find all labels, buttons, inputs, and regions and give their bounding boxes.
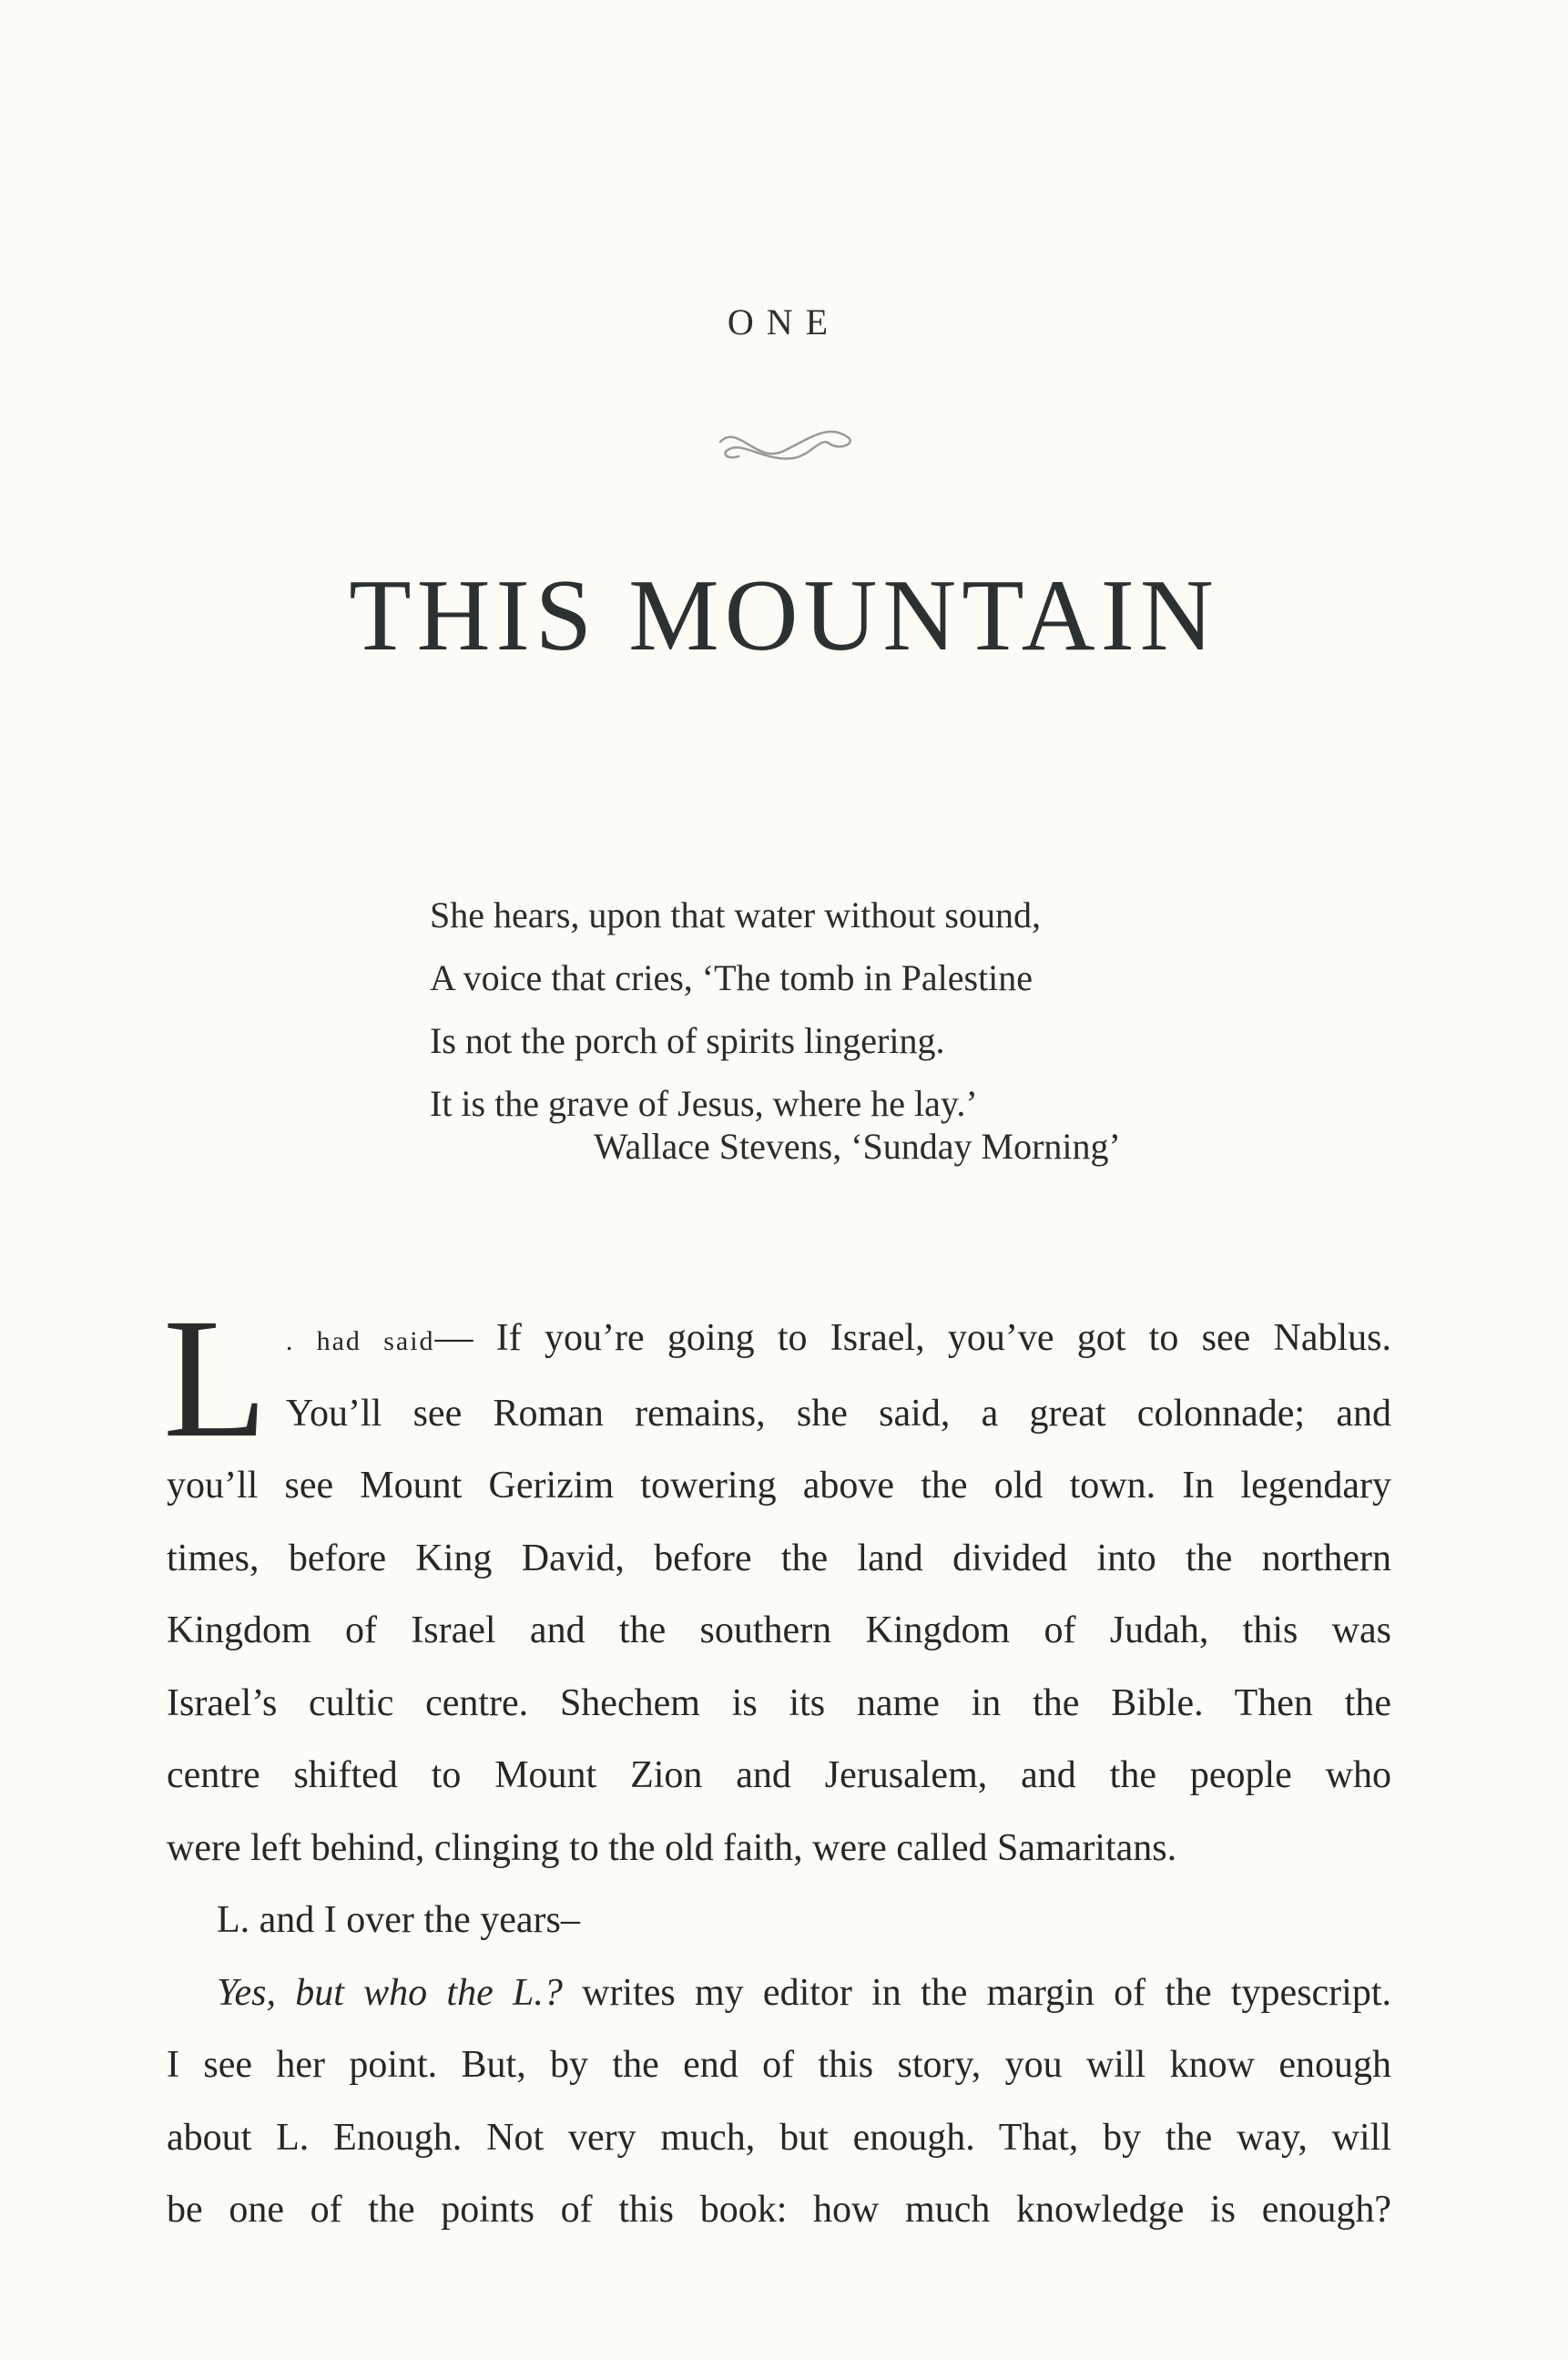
text-line: be one of the points of this book: how much knowledge is enough?: [167, 2189, 1391, 2231]
body-text: [163, 1282, 1392, 2247]
paragraph: L. and I over the years–: [217, 1899, 580, 1941]
editor-note-italic: Yes, but who the L.?: [217, 1971, 563, 2014]
text-line: you’ll see Mount Gerizim towering above the old town. In legendary: [167, 1465, 1391, 1507]
text-line: centre shifted to Mount Zion and Jerusalem, and the people who: [167, 1754, 1391, 1796]
text-line: Kingdom of Israel and the southern Kingdom of Judah, this was: [167, 1609, 1391, 1651]
text-line: [167, 1303, 1391, 1378]
text-line: [167, 1957, 1391, 2030]
text-line: were left behind, clinging to the old faith, were called Samaritans.: [167, 1826, 1177, 1869]
epigraph-line: It is the grave of Jesus, where he lay.’: [430, 1083, 978, 1124]
epigraph-line: A voice that cries, ‘The tomb in Palestine: [430, 957, 1033, 998]
epigraph-line: She hears, upon that water without sound,: [430, 894, 1041, 935]
paragraph: [167, 1957, 1391, 2247]
text-line-content: — If you’re going to Israel, you’ve got to see Nablus.: [434, 1317, 1392, 1359]
text-line: about L. Enough. Not very much, but enough. That, by the way, will: [167, 2116, 1391, 2159]
drop-cap: L: [163, 1282, 268, 1473]
opening-small-caps: . had said: [285, 1326, 435, 1356]
text-line: You’ll see Roman remains, she said, a great colonnade; and: [285, 1392, 1391, 1435]
text-line-content: writes my editor in the margin of the typescript.: [562, 1971, 1392, 2014]
chapter-number: ONE: [727, 301, 841, 342]
paragraph-opening: [163, 1282, 1392, 1885]
text-line: Israel’s cultic centre. Shechem is its name in the Bible. Then the: [167, 1681, 1391, 1724]
epigraph-line: Is not the porch of spirits lingering.: [430, 1020, 945, 1061]
text-line: I see her point. But, by the end of this story, you will know enough: [167, 2044, 1391, 2086]
flourish-ornament-icon: [702, 414, 866, 487]
epigraph-attribution: Wallace Stevens, ‘Sunday Morning’: [594, 1126, 1121, 1167]
epigraph: [430, 884, 1249, 1135]
text-line: times, before King David, before the land divided into the northern: [167, 1537, 1391, 1579]
chapter-title: THIS MOUNTAIN: [349, 559, 1219, 672]
